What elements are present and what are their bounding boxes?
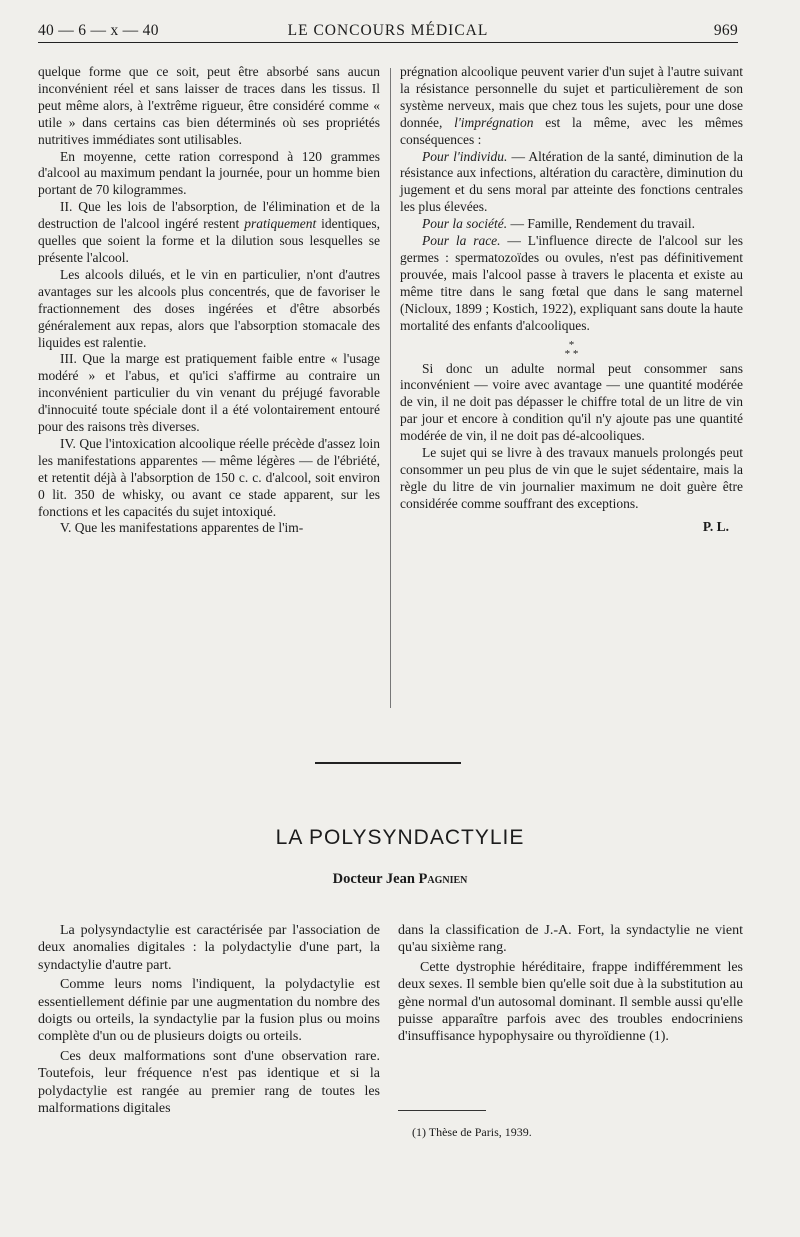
article-right-column <box>398 922 743 1048</box>
paragraph: Le sujet qui se livre à des travaux manuels prolongés peut consommer un peu plus de vin que le sujet sédentaire, mais la règle du litre de vin journalier maximum ne doit guère être considérée comme souffrant des exceptions. <box>400 445 743 511</box>
paragraph: Comme leurs noms l'indiquent, la polydactylie est essentiellement définie par une augmentation du nombre des doigts ou orteils, la syndactylie par la fusion plus ou moins complète d'un ou de plusieurs doigts ou orteils. <box>38 977 380 1045</box>
paragraph: Pour l'individu. — Altération de la santé, diminution de la résistance aux infections, altération du caractère, diminution du jugement et du sens moral par atteinte des fonctions centrales les plus élevées. <box>400 148 743 215</box>
paragraph: En moyenne, cette ration correspond à 120 grammes d'alcool au maximum pendant la journée, pour un homme bien portant de 70 kilogrammes. <box>38 148 380 198</box>
paragraph: quelque forme que ce soit, peut être absorbé sans aucun inconvénient réel et sans laisser de traces dans les tissus. Il peut même alors, à l'extrême rigueur, être considéré comme « utile » dans certains cas bien déterminés où ses propriétés nutritives immédiates sont utilisables. <box>38 64 380 147</box>
asterism-separator: * * * <box>564 338 579 360</box>
footnote-rule <box>398 1110 486 1111</box>
running-header <box>38 20 738 43</box>
paragraph: La polysyndactylie est caractérisée par l'association de deux anomalies digitales : la polydactylie d'une part, la syndactylie d'autre part. <box>38 923 380 973</box>
paragraph: prégnation alcoolique peuvent varier d'un sujet à l'autre suivant la résistance personnelle du sujet et particulièrement de son système nerveux, mais que chez tous les sujets, pour une dose donnée, l'imprégnation est la même, avec les mêmes conséquences : <box>400 64 744 147</box>
paragraph: Pour la société. — Famille, Rendement du travail. <box>422 216 695 232</box>
paragraph: Cette dystrophie héréditaire, frappe indifféremment les deux sexes. Il semble bien qu'elle soit due à la substitution au gène normal d'un autosomal dominant. Il semble aussi qu'elle puisse apparaître parfois avec des troubles endocriniens d'insuffisance hypophysaire ou thyroïdienne (1). <box>398 959 743 1045</box>
section-separator <box>315 762 461 764</box>
top-right-column <box>400 64 743 536</box>
top-left-column <box>38 64 380 537</box>
article-left-column <box>38 922 380 1119</box>
paragraph: dans la classification de J.-A. Fort, la syndactylie ne vient qu'au sixième rang. <box>398 923 743 956</box>
article-title: LA POLYSYNDACTYLIE <box>275 826 525 849</box>
article-author: Docteur Jean Pagnien <box>332 871 468 887</box>
paragraph: IV. Que l'intoxication alcoolique réelle précède d'assez loin les manifestations apparentes — même légères — de l'ébriété, et retentit déjà à l'absorption de 150 c. c. d'alcool, soit environ 0 lit. 350 de whisky, ou avant ce stade apparent, sur les fonctions et les capacités du sujet intoxiqué. <box>38 435 380 519</box>
journal-title: LE CONCOURS MÉDICAL <box>287 22 489 39</box>
paragraph: II. Que les lois de l'absorption, de l'élimination et de la destruction de l'alcool ingéré restent pratiquement identiques, quelles que soient la forme et la dilution sous lesquelles se présente l'alcool. <box>38 199 380 265</box>
paragraph: Pour la race. — L'influence directe de l'alcool sur les germes : spermatozoïdes ou ovules, n'est pas définitivement prouvée, mais l'alcool passe à travers le placenta et existe au même titre dans le sang fœtal que dans le sang maternel (Nicloux, 1899 ; Kostich, 1922), expliquant sans doute la haute mortalité des enfants d'alcooliques. <box>400 233 743 333</box>
page-number: 969 <box>713 22 738 39</box>
paragraph: Ces deux malformations sont d'une observation rare. Toutefois, leur fréquence n'est pas identique et si la polydactylie est rangée au premier rang de toutes les malformations digitales <box>38 1048 380 1117</box>
column-divider <box>390 68 391 708</box>
paragraph: III. Que la marge est pratiquement faible entre « l'usage modéré » et l'abus, et qu'ici s'affirme au contraire un inconvénient particulier du vin venant du préjugé favorable d'innocuité toute spéciale dont il a été volontairement entouré pour des raisons très diverses. <box>38 351 380 435</box>
paragraph: Si donc un adulte normal peut consommer sans inconvénient — voire avec avantage — une quantité modérée de vin, il ne doit pas dépasser le chiffre total de un litre de vin par jour et encore à condition qu'il n'y ajoute pas une quantité modérée de vin, il ne doit pas dé-alcooliques. <box>400 360 743 444</box>
issue-reference: 40 — 6 — x — 40 <box>38 22 159 39</box>
paragraph: Les alcools dilués, et le vin en particulier, n'ont d'autres avantages sur les alcools plus concentrés, que de favoriser le fractionnement des doses ingérées et d'être absorbés généralement aux repas, alors que l'absorption stomacale des liquides est ralentie. <box>38 266 380 350</box>
paragraph: V. Que les manifestations apparentes de l'im- <box>60 520 304 536</box>
signature: P. L. <box>702 518 729 534</box>
footnote: (1) Thèse de Paris, 1939. <box>412 1125 532 1139</box>
